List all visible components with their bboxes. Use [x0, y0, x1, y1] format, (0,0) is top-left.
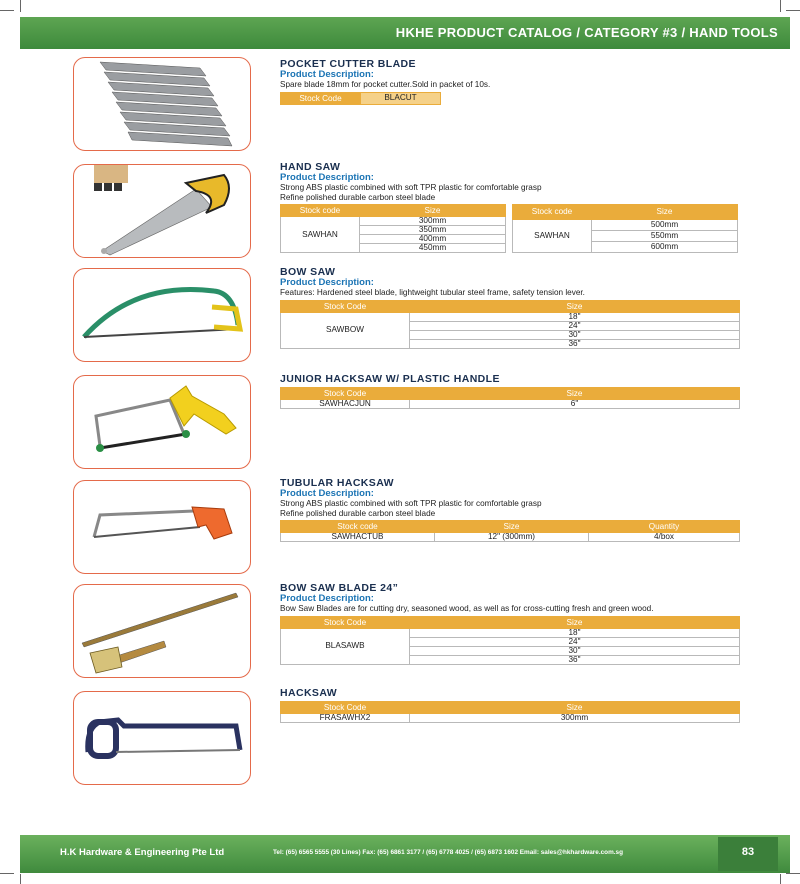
page-title: HKHE PRODUCT CATALOG / CATEGORY #3 / HAND TOOLS [395, 25, 778, 40]
product-description: Strong ABS plastic combined with soft TPR plastic for comfortable grasp [280, 183, 542, 192]
crop-mark-icon [0, 10, 14, 11]
size-value: 30" [410, 646, 740, 655]
company-name: H.K Hardware & Engineering Pte Ltd [60, 847, 225, 858]
product-title: HACKSAW [280, 687, 338, 699]
column-header: Stock code [281, 521, 435, 533]
size-value: 600mm [592, 241, 738, 252]
product-hand-saw [280, 161, 740, 253]
stock-table [280, 204, 506, 253]
page-number: 83 [718, 837, 778, 871]
crop-mark-icon [780, 874, 781, 884]
stock-table [280, 616, 740, 665]
stock-code-value: SAWHAN [513, 219, 592, 252]
quantity-value: 4/box [589, 533, 740, 542]
column-header: Stock Code [281, 616, 410, 628]
crop-mark-icon [786, 10, 800, 11]
stock-table [512, 204, 738, 253]
column-header: Size [592, 205, 738, 220]
size-value: 300mm [410, 714, 740, 723]
size-value: 350mm [360, 226, 506, 235]
product-description: Bow Saw Blades are for cutting dry, seasoned wood, as well as for cross-cutting fresh and green wood. [280, 604, 654, 613]
junior-hacksaw-photo [73, 375, 251, 469]
product-description: Refine polished durable carbon steel blade [280, 192, 436, 202]
hacksaw-photo [73, 691, 251, 785]
page-header [20, 17, 790, 49]
size-value: 12" (300mm) [435, 533, 589, 542]
product-hacksaw [280, 687, 740, 723]
size-value: 450mm [360, 244, 506, 253]
product-description: Strong ABS plastic combined with soft TPR plastic for comfortable grasp [280, 499, 542, 508]
column-header: Stock code [281, 205, 360, 217]
size-value: 24" [410, 321, 740, 330]
product-description-heading: Product Description: [280, 69, 374, 80]
size-value: 500mm [592, 219, 738, 230]
bow-saw-blade-photo [73, 584, 251, 678]
hand-saw-photo [73, 164, 251, 258]
stock-code-value: FRASAWHX2 [281, 714, 410, 723]
product-tubular-hacksaw [280, 477, 740, 542]
product-description: Features: Hardened steel blade, lightweight tubular steel frame, safety tension lever. [280, 288, 585, 297]
product-description: Spare blade 18mm for pocket cutter.Sold in packet of 10s. [280, 80, 491, 89]
bow-saw-photo [73, 268, 251, 362]
stock-table [280, 92, 441, 105]
page-footer [20, 835, 790, 873]
product-bow-saw-blade [280, 582, 740, 665]
stock-table [280, 520, 740, 542]
product-description-heading: Product Description: [280, 593, 374, 604]
column-header: Size [410, 702, 740, 714]
size-value: 6" [410, 400, 740, 409]
product-description-heading: Product Description: [280, 277, 374, 288]
stock-code-label: Stock Code [281, 92, 361, 104]
stock-code-value: SAWHAN [281, 217, 360, 253]
size-value: 18" [410, 312, 740, 321]
product-junior-hacksaw [280, 373, 740, 409]
size-value: 36" [410, 655, 740, 664]
crop-mark-icon [780, 0, 781, 12]
crop-mark-icon [786, 873, 800, 874]
column-header: Size [410, 300, 740, 312]
product-title: JUNIOR HACKSAW W/ PLASTIC HANDLE [280, 373, 500, 385]
product-description: Refine polished durable carbon steel blade [280, 508, 436, 518]
column-header: Size [435, 521, 589, 533]
crop-mark-icon [20, 874, 21, 884]
product-title: TUBULAR HACKSAW [280, 477, 394, 489]
size-value: 30" [410, 330, 740, 339]
crop-mark-icon [0, 873, 14, 874]
crop-mark-icon [20, 0, 21, 12]
product-title: POCKET CUTTER BLADE [280, 58, 416, 70]
product-title: BOW SAW [280, 266, 336, 278]
product-title: BOW SAW BLADE 24” [280, 582, 399, 594]
pocket-cutter-blade-photo [73, 57, 251, 151]
column-header: Stock code [513, 205, 592, 220]
stock-table [280, 300, 740, 349]
tubular-hacksaw-photo [73, 480, 251, 574]
size-value: 36" [410, 339, 740, 348]
column-header: Size [410, 616, 740, 628]
contact-info: Tel: (65) 6565 5555 (30 Lines) Fax: (65) 6861 3177 / (65) 6778 4025 / (65) 6873 1602 Email: sales@hkhardware.com.sg [273, 849, 623, 856]
column-header: Size [410, 388, 740, 400]
stock-code-value: SAWBOW [281, 312, 410, 348]
product-pocket-cutter-blade [280, 58, 740, 105]
column-header: Size [360, 205, 506, 217]
stock-table [280, 387, 740, 409]
size-value: 400mm [360, 235, 506, 244]
product-description-heading: Product Description: [280, 488, 374, 499]
stock-table [280, 701, 740, 723]
stock-code-value: BLASAWB [281, 628, 410, 664]
size-value: 24" [410, 637, 740, 646]
product-description-heading: Product Description: [280, 172, 374, 183]
column-header: Stock Code [281, 300, 410, 312]
stock-code-value: SAWHACJUN [281, 400, 410, 409]
size-value: 300mm [360, 217, 506, 226]
stock-code-value: SAWHACTUB [281, 533, 435, 542]
stock-code-value: BLACUT [361, 92, 441, 104]
column-header: Quantity [589, 521, 740, 533]
column-header: Stock Code [281, 388, 410, 400]
product-bow-saw [280, 266, 740, 349]
size-value: 18" [410, 628, 740, 637]
column-header: Stock Code [281, 702, 410, 714]
product-title: HAND SAW [280, 161, 341, 173]
size-value: 550mm [592, 230, 738, 241]
